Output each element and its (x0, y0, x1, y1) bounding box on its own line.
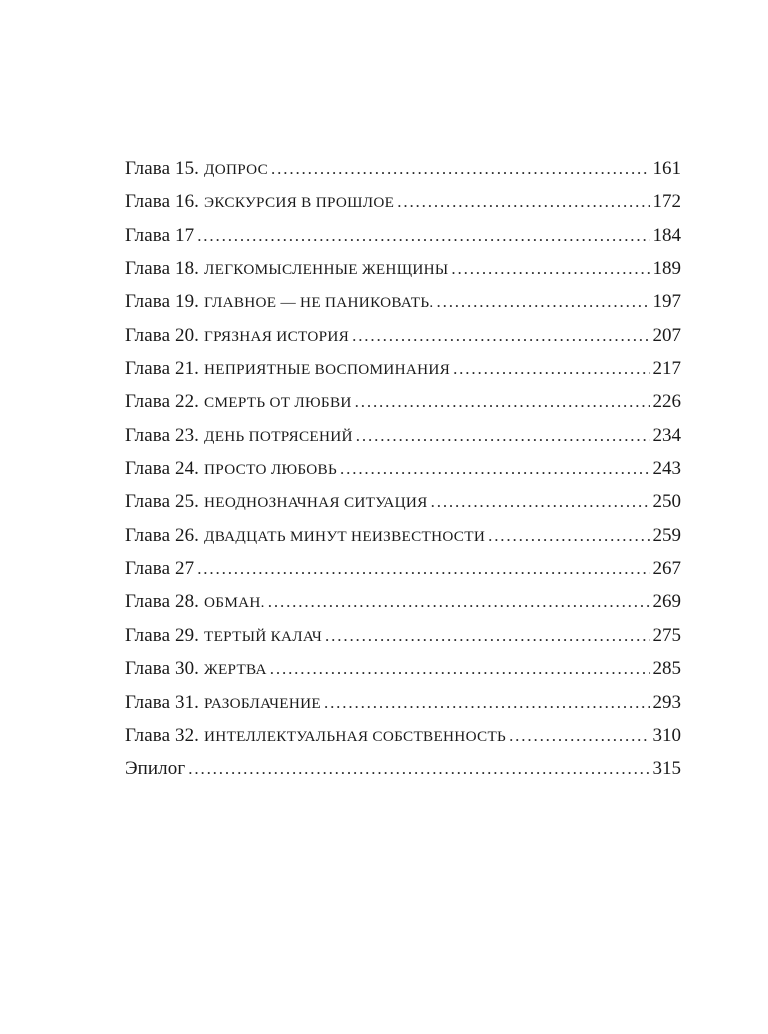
dot-leader (270, 652, 650, 685)
chapter-label: Эпилог (125, 758, 186, 780)
page-number: 184 (652, 224, 681, 246)
dot-leader (352, 319, 649, 352)
dot-leader (453, 352, 649, 385)
chapter-title: ЭКСКУРСИЯ В ПРОШЛОЕ (204, 194, 395, 212)
toc-entry (125, 686, 681, 719)
chapter-title: ИНТЕЛЛЕКТУАЛЬНАЯ СОБСТВЕННОСТЬ (204, 727, 507, 745)
toc-entry (125, 252, 681, 285)
page-number: 269 (652, 591, 681, 613)
dot-leader (509, 719, 649, 752)
dot-leader (340, 452, 649, 485)
toc-entry (125, 385, 681, 418)
toc-entry (125, 319, 681, 352)
chapter-label: Глава 18. (125, 258, 200, 280)
chapter-title: ДВАДЦАТЬ МИНУТ НЕИЗВЕСТНОСТИ (204, 527, 486, 545)
page-number: 172 (652, 191, 681, 213)
dot-leader (268, 585, 650, 618)
page-number: 234 (652, 424, 681, 446)
chapter-title: ЛЕГКОМЫСЛЕННЫЕ ЖЕНЩИНЫ (204, 261, 449, 279)
toc-entry (125, 752, 681, 785)
chapter-label: Глава 27 (125, 558, 195, 580)
dot-leader (488, 519, 649, 552)
dot-leader (397, 185, 649, 218)
page-number: 161 (652, 158, 681, 179)
dot-leader (437, 285, 650, 318)
chapter-label: Глава 17 (125, 224, 195, 246)
chapter-label: Глава 25. (125, 491, 200, 513)
chapter-label: Глава 23. (125, 424, 200, 446)
chapter-label: Глава 20. (125, 324, 200, 346)
toc-entry (125, 619, 681, 652)
toc-entry (125, 152, 681, 185)
page-number: 259 (652, 524, 681, 546)
page-number: 315 (652, 758, 681, 780)
dot-leader (188, 752, 649, 785)
chapter-label: Глава 15. (125, 158, 200, 179)
chapter-label: Глава 30. (125, 658, 200, 680)
page-number: 275 (652, 624, 681, 646)
chapter-label: Глава 28. (125, 591, 200, 613)
chapter-title: НЕОДНОЗНАЧНАЯ СИТУАЦИЯ (204, 494, 428, 512)
chapter-label: Глава 31. (125, 691, 200, 713)
toc-entry (125, 585, 681, 618)
toc-entry (125, 552, 681, 585)
chapter-title: ПРОСТО ЛЮБОВЬ (204, 461, 338, 479)
chapter-title: ГЛАВНОЕ — НЕ ПАНИКОВАТЬ. (204, 294, 434, 312)
dot-leader (324, 686, 650, 719)
chapter-title: ДЕНЬ ПОТРЯСЕНИЙ (204, 427, 353, 445)
dot-leader (355, 385, 650, 418)
dot-leader (197, 219, 649, 252)
dot-leader (325, 619, 649, 652)
table-of-contents (125, 152, 681, 786)
toc-entry (125, 285, 681, 318)
page-number: 226 (652, 391, 681, 413)
dot-leader (197, 552, 649, 585)
page-number: 189 (652, 258, 681, 280)
chapter-title: СМЕРТЬ ОТ ЛЮБВИ (204, 394, 352, 412)
chapter-title: ТЕРТЫЙ КАЛАЧ (204, 627, 323, 645)
chapter-title: НЕПРИЯТНЫЕ ВОСПОМИНАНИЯ (204, 361, 451, 379)
dot-leader (451, 252, 649, 285)
chapter-label: Глава 16. (125, 191, 200, 213)
page-number: 285 (652, 658, 681, 680)
toc-entry (125, 419, 681, 452)
toc-entry (125, 185, 681, 218)
page-number: 197 (652, 291, 681, 313)
chapter-label: Глава 24. (125, 458, 200, 480)
toc-entry (125, 219, 681, 252)
toc-entry (125, 352, 681, 385)
chapter-label: Глава 29. (125, 624, 200, 646)
chapter-label: Глава 32. (125, 724, 200, 746)
toc-entry (125, 652, 681, 685)
page-number: 217 (652, 358, 681, 380)
chapter-label: Глава 21. (125, 358, 200, 380)
page-number: 243 (652, 458, 681, 480)
chapter-title: ЖЕРТВА (204, 661, 267, 679)
toc-entry (125, 485, 681, 518)
dot-leader (431, 485, 650, 518)
chapter-label: Глава 22. (125, 391, 200, 413)
page-number: 267 (652, 558, 681, 580)
toc-entry (125, 719, 681, 752)
dot-leader (356, 419, 650, 452)
page-number: 293 (652, 691, 681, 713)
dot-leader (271, 152, 649, 185)
chapter-title: ДОПРОС (204, 161, 269, 178)
chapter-label: Глава 19. (125, 291, 200, 313)
chapter-title: ОБМАН. (204, 594, 265, 612)
page-number: 207 (652, 324, 681, 346)
toc-entry (125, 519, 681, 552)
page-number: 250 (652, 491, 681, 513)
page-number: 310 (652, 724, 681, 746)
chapter-title: РАЗОБЛАЧЕНИЕ (204, 694, 321, 712)
toc-entry (125, 452, 681, 485)
chapter-label: Глава 26. (125, 524, 200, 546)
chapter-title: ГРЯЗНАЯ ИСТОРИЯ (204, 327, 350, 345)
